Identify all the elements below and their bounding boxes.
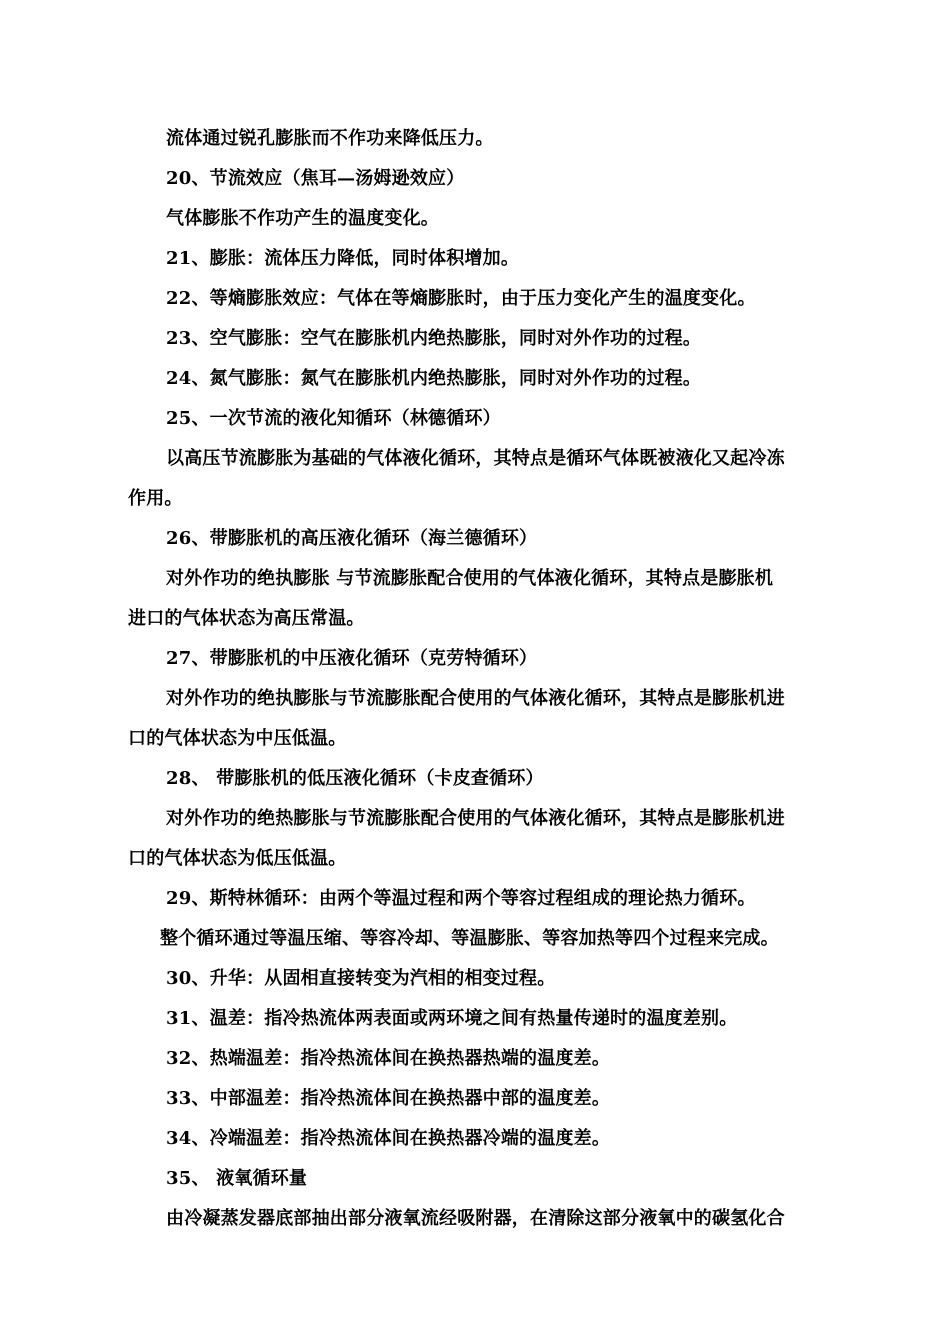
text-line: 24、氮气膨胀：氮气在膨胀机内绝热膨胀，同时对外作功的过程。 <box>166 368 702 389</box>
text-line: 整个循环通过等温压缩、等容冷却、等温膨胀、等容加热等四个过程来完成。 <box>160 928 779 949</box>
text-line: 作用。 <box>128 488 183 509</box>
text-line: 口的气体状态为低压低温。 <box>128 848 347 869</box>
text-line: 对外作功的绝执膨胀 与节流膨胀配合使用的气体液化循环，其特点是膨胀机 <box>166 568 774 589</box>
text-line: 29、斯特林循环：由两个等温过程和两个等容过程组成的理论热力循环。 <box>166 888 756 909</box>
text-line: 35、 液氧循环量 <box>166 1168 308 1189</box>
text-line: 27、带膨胀机的中压液化循环（克劳特循环） <box>166 648 538 669</box>
text-line: 32、热端温差：指冷热流体间在换热器热端的温度差。 <box>166 1048 611 1069</box>
text-line: 口的气体状态为中压低温。 <box>128 728 347 749</box>
text-line: 30、升华：从固相直接转变为汽相的相变过程。 <box>166 968 556 989</box>
text-line: 33、中部温差：指冷热流体间在换热器中部的温度差。 <box>166 1088 611 1109</box>
text-line: 20、节流效应（焦耳—汤姆逊效应） <box>166 168 465 189</box>
text-line: 25、一次节流的液化知循环（林德循环） <box>166 408 501 429</box>
text-line: 28、 带膨胀机的低压液化循环（卡皮查循环） <box>166 768 544 789</box>
text-line: 34、冷端温差：指冷热流体间在换热器冷端的温度差。 <box>166 1128 611 1149</box>
text-line: 流体通过锐孔膨胀而不作功来降低压力。 <box>166 128 494 149</box>
text-line: 由冷凝蒸发器底部抽出部分液氧流经吸附器，在清除这部分液氧中的碳氢化合 <box>166 1208 785 1229</box>
text-line: 以高压节流膨胀为基础的气体液化循环，其特点是循环气体既被液化又起冷冻 <box>166 448 785 469</box>
text-line: 对外作功的绝执膨胀与节流膨胀配合使用的气体液化循环，其特点是膨胀机进 <box>166 688 785 709</box>
text-line: 21、膨胀：流体压力降低，同时体积增加。 <box>166 248 520 269</box>
text-line: 31、温差：指冷热流体两表面或两环境之间有热量传递时的温度差别。 <box>166 1008 738 1029</box>
text-line: 22、等熵膨胀效应：气体在等熵膨胀时，由于压力变化产生的温度变化。 <box>166 288 756 309</box>
text-line: 气体膨胀不作功产生的温度变化。 <box>166 208 439 229</box>
text-line: 对外作功的绝热膨胀与节流膨胀配合使用的气体液化循环，其特点是膨胀机进 <box>166 808 785 829</box>
text-line: 26、带膨胀机的高压液化循环（海兰德循环） <box>166 528 538 549</box>
text-line: 23、空气膨胀：空气在膨胀机内绝热膨胀，同时对外作功的过程。 <box>166 328 702 349</box>
text-line: 进口的气体状态为高压常温。 <box>128 608 365 629</box>
